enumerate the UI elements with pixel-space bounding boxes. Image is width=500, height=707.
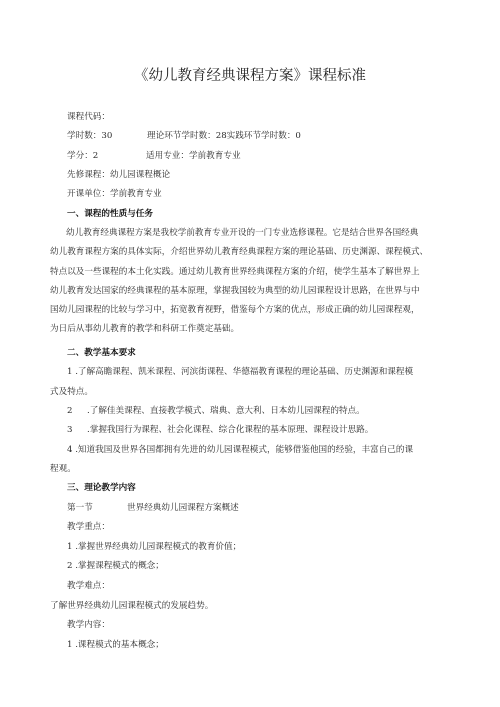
page-title: 《幼儿教育经典课程方案》课程标准 xyxy=(134,68,366,84)
paragraph-line: 幼儿教育发达国家的经典课程的基本原理，掌握我国较为典型的幼儿园课程设计思路，在世界与中 xyxy=(50,285,420,296)
requirement-item-4-cont: 程观。 xyxy=(50,464,76,474)
requirement-item-4: 4 .知道我国及世界各国都拥有先进的幼儿园课程模式，能够借鉴他国的经验，丰富自己的课 xyxy=(67,445,414,455)
section-heading-content: 三、理论教学内容 xyxy=(67,483,136,493)
requirement-item-1-cont: 式及特点。 xyxy=(50,387,93,397)
credits: 学分：2 xyxy=(67,151,99,161)
hours-detail: 理论环节学时数：28实践环节学时数：0 xyxy=(147,131,301,141)
section-paragraph-nature xyxy=(50,224,458,340)
section-heading-nature: 一、课程的性质与任务 xyxy=(67,209,153,219)
requirement-item-3-number: 3 xyxy=(67,425,73,435)
applicable-major: 适用专业：学前教育专业 xyxy=(146,151,241,161)
section-heading-requirements: 二、教学基本要求 xyxy=(67,348,136,358)
paragraph-line: 特点以及一些课程的本土化实践。通过幼儿教育世界经典课程方案的介绍，使学生基本了解世界上 xyxy=(50,266,420,277)
paragraph-line: 幼儿教育课程方案的具体实际，介绍世界幼儿教育经典课程方案的理论基础、历史渊源、课程模式、 xyxy=(50,247,429,258)
requirement-item-2-number: 2 xyxy=(67,406,73,416)
key-points-label: 教学重点： xyxy=(67,522,110,532)
requirement-item-2: .了解佳美课程、直接教学模式、瑞典、意大利、日本幼儿园课程的特点。 xyxy=(87,406,365,416)
chapter-title: 世界经典幼儿园课程方案概述 xyxy=(127,503,239,513)
key-point-2: 2 .掌握课程模式的概念； xyxy=(67,561,164,571)
requirement-item-3: .掌握我国行为课程、社会化课程、综合化课程的基本原理、课程设计思路。 xyxy=(87,425,374,435)
requirement-item-1: 1 .了解高瞻课程、凯米课程、河滨街课程、华德福教育课程的理论基础、历史渊源和课程模 xyxy=(67,367,414,377)
content-label: 教学内容： xyxy=(67,620,110,630)
chapter-label: 第一节 xyxy=(67,503,93,513)
paragraph-line: 国幼儿园课程的比较与学习中，拓宽教育视野，借鉴每个方案的优点，形成正确的幼儿园课程观， xyxy=(50,305,420,316)
prerequisite-course: 先修课程：幼儿园课程概论 xyxy=(67,170,171,180)
course-code: 课程代码： xyxy=(67,112,110,122)
hours-total: 学时数：30 xyxy=(67,131,113,141)
difficulty-label: 教学难点： xyxy=(67,581,110,591)
key-point-1: 1 .掌握世界经典幼儿园课程模式的教育价值； xyxy=(67,542,242,552)
content-item-1: 1 .课程模式的基本概念； xyxy=(67,640,164,650)
offering-unit: 开课单位：学前教育专业 xyxy=(67,189,162,199)
paragraph-line: 幼儿教育经典课程方案是我校学前教育专业开设的一门专业选修课程。它是结合世界各国经典 xyxy=(66,228,419,238)
difficulty-1: 了解世界经典幼儿园课程模式的发展趋势。 xyxy=(50,601,214,611)
paragraph-line: 为日后从事幼儿教育的教学和科研工作奠定基础。 xyxy=(50,324,240,335)
